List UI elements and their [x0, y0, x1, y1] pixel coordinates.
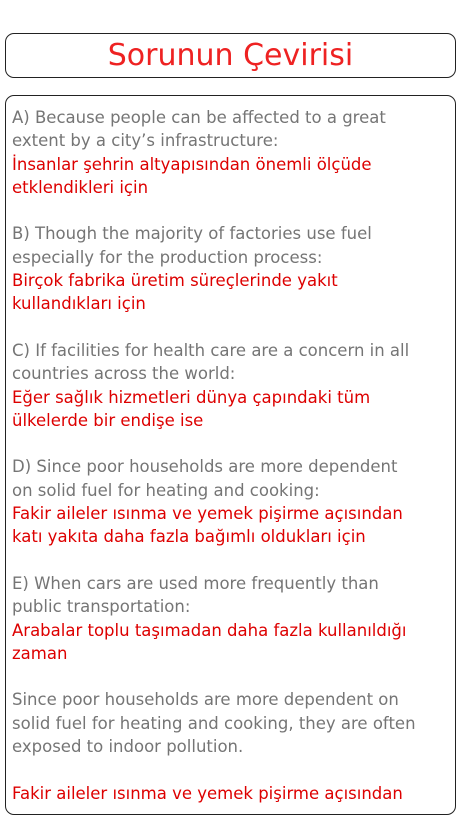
option-e: [12, 572, 448, 665]
page-title: Sorunun Çevirisi: [107, 37, 354, 73]
option-b-turkish: [12, 269, 448, 316]
full-sentence: [12, 688, 448, 804]
option-c-turkish-line: ülkelerde bir endişe ise: [12, 410, 204, 430]
option-e-english-line: public transportation:: [12, 597, 191, 617]
option-e-turkish-line: zaman: [12, 643, 68, 663]
option-b-turkish-line: kullandıkları için: [12, 294, 146, 314]
option-e-turkish-line: Arabalar toplu taşımadan daha fazla kullanıldığı: [12, 620, 407, 640]
full-sentence-english-line: solid fuel for heating and cooking, they are often: [12, 713, 416, 733]
option-b-english: [12, 222, 448, 269]
option-e-english-line: E) When cars are used more frequently than: [12, 573, 379, 593]
option-c-english-line: countries across the world:: [12, 364, 236, 384]
option-c-english: [12, 339, 448, 386]
option-b-english-line: B) Though the majority of factories use fuel: [12, 224, 372, 244]
option-d-english: [12, 455, 448, 502]
translation-card[interactable]: [5, 95, 456, 815]
option-e-english: [12, 572, 448, 619]
option-a-turkish-line: İnsanlar şehrin altyapısından önemli ölçüde: [12, 154, 372, 174]
option-c-turkish: [12, 386, 448, 433]
option-c: [12, 339, 448, 432]
full-sentence-english-line: Since poor households are more dependent on: [12, 690, 399, 710]
option-b-turkish-line: Birçok fabrika üretim süreçlerinde yakıt: [12, 271, 338, 291]
option-b-english-line: especially for the production process:: [12, 247, 323, 267]
translation-content: [12, 106, 448, 805]
option-e-turkish: [12, 619, 448, 666]
full-sentence-english-line: exposed to indoor pollution.: [12, 737, 244, 757]
full-sentence-turkish: [12, 782, 448, 805]
option-a-english: [12, 106, 448, 153]
option-d-turkish: [12, 502, 448, 549]
full-sentence-turkish-line: Fakir aileler ısınma ve yemek pişirme açısından: [12, 783, 403, 803]
option-a-turkish: [12, 153, 448, 200]
option-a-turkish-line: etklendikleri için: [12, 177, 149, 197]
option-b: [12, 222, 448, 315]
title-card: [5, 33, 456, 78]
option-d-english-line: D) Since poor households are more dependent: [12, 457, 398, 477]
option-d-english-line: on solid fuel for heating and cooking:: [12, 480, 320, 500]
full-sentence-english: [12, 688, 448, 758]
option-a-english-line: A) Because people can be affected to a great: [12, 108, 386, 127]
option-a: [12, 106, 448, 199]
option-c-english-line: C) If facilities for health care are a concern in all: [12, 340, 410, 360]
option-d-turkish-line: katı yakıta daha fazla bağımlı oldukları için: [12, 527, 366, 547]
option-d: [12, 455, 448, 548]
option-a-english-line: extent by a city’s infrastructure:: [12, 131, 279, 151]
option-d-turkish-line: Fakir aileler ısınma ve yemek pişirme açısından: [12, 504, 403, 524]
option-c-turkish-line: Eğer sağlık hizmetleri dünya çapındaki tüm: [12, 387, 371, 407]
